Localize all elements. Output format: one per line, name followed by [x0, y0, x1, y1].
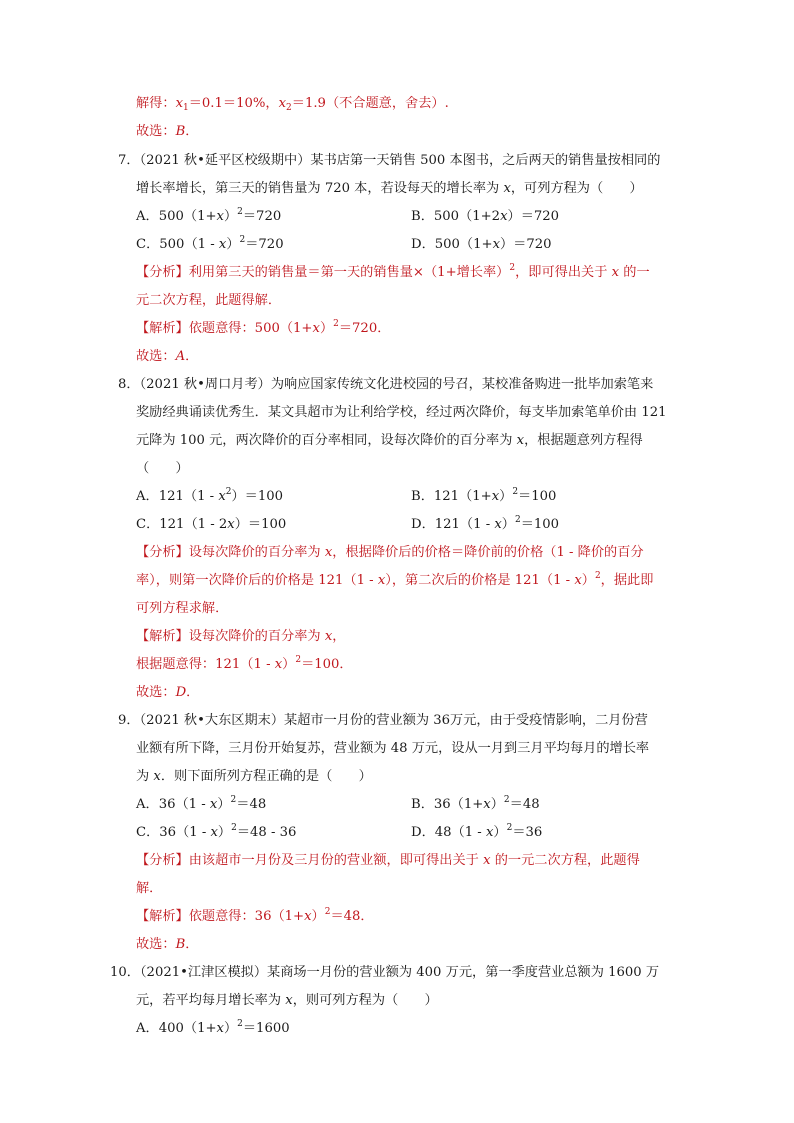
q8-option-d — [411, 516, 559, 534]
analysis-text: ） — [581, 573, 595, 588]
opt-text: ） — [226, 237, 240, 252]
analysis-text: 率），则第一次降价后的价格是 121（1 - — [136, 573, 378, 588]
stem-text: 业额有所下降，三月份开始复苏，营业额为 48 万元，设从一月到三月平均每月的增长率 — [136, 741, 650, 756]
var-x: x — [500, 209, 508, 224]
opt-text: ＝48 — [236, 797, 267, 812]
var-x: x — [492, 237, 500, 252]
q8-analysis-line2 — [136, 572, 653, 590]
opt-text: ） — [223, 209, 238, 224]
opt-text: ＝100 — [518, 489, 557, 504]
q10-stem-line2 — [136, 992, 438, 1010]
opt-text: ＝48 — [509, 797, 540, 812]
q8-option-b — [411, 488, 556, 506]
stem-text: ，则可列方程为（ ） — [292, 993, 438, 1008]
opt-text: A．500（1+ — [136, 209, 217, 224]
solution-text: ＝720． — [338, 321, 391, 336]
opt-text: ） — [217, 797, 231, 812]
superscript: 2 — [239, 235, 246, 245]
opt-text: C．500（1 - — [136, 237, 219, 252]
opt-text: ＝100 — [520, 517, 560, 532]
var-x: x — [274, 657, 283, 672]
choose-label: 故选： — [136, 937, 176, 952]
q9-analysis-line2 — [136, 880, 162, 898]
superscript: 2 — [225, 487, 232, 497]
opt-text: A．121（1 - — [136, 489, 219, 504]
q7-stem-line2 — [136, 180, 643, 198]
analysis-text: 【分析】利用第三天的销售量＝第一天的销售量×（1+增长率） — [136, 265, 510, 280]
q8-option-a — [136, 488, 283, 506]
opt-text: ）＝100 — [234, 517, 287, 532]
solution-text: 根据题意得：121（1 - — [136, 657, 275, 672]
analysis-text: ），第二次后的价格是 121（1 - — [385, 573, 575, 588]
subscript: 2 — [286, 103, 292, 113]
q8-stem-line1 — [118, 376, 653, 394]
analysis-text: 的一 — [619, 265, 650, 280]
var-x: x — [491, 489, 500, 504]
superscript: 2 — [509, 263, 516, 273]
opt-text: ） — [223, 1021, 238, 1036]
analysis-text: 可列方程求解． — [136, 601, 229, 616]
superscript: 2 — [237, 1019, 243, 1029]
var-x: x — [324, 545, 333, 560]
superscript: 2 — [237, 207, 243, 217]
opt-text: C．36（1 - — [136, 825, 211, 840]
solution-text: ＝100． — [301, 657, 353, 672]
analysis-text: 【分析】由该超市一月份及三月份的营业额，即可得出关于 — [136, 853, 484, 868]
opt-text: ）＝720 — [507, 209, 560, 224]
q7-option-c — [136, 236, 284, 254]
q9-option-b — [411, 796, 540, 814]
opt-text: B．36（1+ — [411, 797, 484, 812]
q9-analysis-line1 — [136, 852, 640, 870]
q10-stem-line1 — [110, 964, 659, 982]
analysis-text: ，据此即 — [600, 573, 654, 588]
note-text: （不合题意，舍去）. — [325, 96, 449, 111]
q7-solution — [136, 320, 390, 338]
solution-text: ， — [332, 629, 346, 644]
var-x: x — [611, 265, 620, 280]
var-x: x — [574, 573, 582, 588]
answer-letter: A — [175, 349, 186, 364]
var-x: x — [483, 853, 491, 868]
superscript: 2 — [324, 907, 331, 917]
solution-text: ） — [319, 321, 334, 336]
superscript: 2 — [231, 823, 237, 833]
opt-text: C．121（1 - 2 — [136, 517, 228, 532]
opt-text: ）＝100 — [231, 489, 284, 504]
var-x: x — [209, 797, 218, 812]
q8-stem-line4 — [136, 460, 189, 478]
q10-option-a — [136, 1020, 290, 1038]
solution-text: 【解析】依题意得：36（1+ — [136, 909, 305, 924]
superscript: 2 — [594, 571, 601, 581]
answer-letter: D — [175, 685, 187, 700]
question-number: 9． — [118, 713, 140, 728]
q9-option-a — [136, 796, 266, 814]
q8-stem-line3 — [136, 432, 643, 450]
q7-option-a — [136, 208, 281, 226]
opt-text: D．500（1+ — [411, 237, 493, 252]
stem-text: 元，若平均每月增长率为 — [136, 993, 286, 1008]
opt-text: A．36（1 - — [136, 797, 210, 812]
solution-text: 【解析】设每次降价的百分率为 — [136, 629, 325, 644]
opt-text: ） — [490, 797, 504, 812]
top-solution-line — [136, 95, 449, 113]
answer-letter: B — [175, 124, 186, 139]
q8-solution-line2 — [136, 656, 353, 674]
question-number: 7． — [118, 153, 140, 168]
subscript: 1 — [183, 103, 189, 113]
stem-text: 增长率增长，第三天的销售量为 720 本，若设每天的增长率为 — [136, 181, 504, 196]
q7-option-b — [411, 208, 559, 226]
analysis-text: 【分析】设每次降价的百分率为 — [136, 545, 325, 560]
q8-analysis-line3 — [136, 600, 228, 618]
opt-text: A．400（1+ — [136, 1021, 217, 1036]
q8-option-c — [136, 516, 286, 534]
opt-text: ） — [499, 489, 513, 504]
stem-text: （2021 秋•延平区校级期中）某书店第一天销售 500 本图书，之后两天的销售量按相同的 — [139, 153, 661, 168]
stem-text: 奖励经典诵读优秀生．某文具超市为让利给学校，经过两次降价，每支毕加索笔单价由 121 — [136, 405, 667, 420]
var-x: x — [516, 433, 525, 448]
stem-text: 为 — [136, 769, 154, 784]
question-number: 10． — [110, 965, 140, 980]
var-x1: x — [175, 96, 183, 111]
answer-blank: （ ） — [136, 461, 189, 476]
var-x: x — [312, 321, 320, 336]
stem-text: （2021 秋•大东区期末）某超市一月份的营业额为 36万元，由于受疫情影响，二月份营 — [139, 713, 648, 728]
solution-text: ＝48． — [330, 909, 374, 924]
punct: ． — [185, 124, 199, 139]
opt-text: B．500（1+2 — [411, 209, 501, 224]
opt-text: ＝36 — [512, 825, 543, 840]
solution-text: 【解析】依题意得：500（1+ — [136, 321, 313, 336]
solution-text: ） — [282, 657, 296, 672]
stem-text: ，可列方程为（ ） — [510, 181, 643, 196]
superscript: 2 — [503, 795, 510, 805]
punct: ． — [185, 937, 199, 952]
var-x: x — [377, 573, 386, 588]
opt-text: D．121（1 - — [411, 517, 495, 532]
superscript: 2 — [333, 319, 339, 329]
stem-text: ，根据题意列方程得 — [524, 433, 643, 448]
analysis-text: 解． — [136, 881, 163, 896]
opt-text: ） — [493, 825, 507, 840]
q8-solution-line1 — [136, 628, 345, 646]
var-x: x — [210, 825, 218, 840]
top-choose-line — [136, 123, 198, 141]
opt-text: ＝48 - 36 — [236, 825, 297, 840]
q8-analysis-line1 — [136, 544, 644, 562]
q9-stem-line3 — [136, 768, 372, 786]
stem-text: ．则下面所列方程正确的是（ ） — [160, 769, 372, 784]
q9-stem-line2 — [136, 740, 649, 758]
solution-text: ） — [311, 909, 325, 924]
opt-text: D．48（1 - — [411, 825, 486, 840]
q9-solution — [136, 908, 374, 926]
var-x: x — [218, 237, 227, 252]
var-x: x — [285, 993, 293, 1008]
superscript: 2 — [295, 655, 302, 665]
opt-text: ＝720 — [242, 209, 282, 224]
var-x: x — [494, 517, 502, 532]
var-x: x — [216, 209, 224, 224]
q9-option-c — [136, 824, 296, 842]
var-x: x — [324, 629, 333, 644]
opt-text: ＝720 — [245, 237, 284, 252]
analysis-text: ，根据降价后的价格＝降价前的价格（1 - 降价的百分 — [332, 545, 644, 560]
opt-text: ）＝720 — [500, 237, 552, 252]
superscript: 2 — [512, 487, 519, 497]
superscript: 2 — [506, 823, 513, 833]
var-x: x — [483, 797, 491, 812]
var-x: x — [227, 517, 235, 532]
q9-choose — [136, 936, 198, 954]
var-x: x — [153, 769, 161, 784]
superscript: 2 — [514, 515, 521, 525]
opt-text: ） — [217, 825, 232, 840]
solution-label: 解得： — [136, 96, 176, 111]
analysis-text: 元二次方程，此题得解． — [136, 293, 282, 308]
var-x: x — [485, 825, 494, 840]
q9-stem-line1 — [118, 712, 648, 730]
superscript: 2 — [230, 795, 237, 805]
choose-label: 故选： — [136, 685, 176, 700]
q7-analysis-line2 — [136, 292, 281, 310]
question-number: 8． — [118, 377, 140, 392]
analysis-text: ，即可得出关于 — [515, 265, 612, 280]
q7-option-d — [411, 236, 552, 254]
punct: ． — [185, 349, 199, 364]
punct: ． — [186, 685, 200, 700]
analysis-text: 的一元二次方程，此题得 — [490, 853, 640, 868]
answer-letter: B — [175, 937, 186, 952]
var-x: x — [216, 1021, 224, 1036]
var-x2: x — [278, 96, 287, 111]
opt-text: ＝1600 — [242, 1021, 290, 1036]
q7-choose — [136, 348, 198, 366]
stem-text: （2021 秋•周口月考）为响应国家传统文化进校园的号召，某校准备购进一批毕加索笔来 — [139, 377, 654, 392]
eq-text: ＝0.1＝10%， — [188, 96, 279, 111]
stem-text: 元降为 100 元，两次降价的百分率相同，设每次降价的百分率为 — [136, 433, 517, 448]
q8-stem-line2 — [136, 404, 666, 422]
var-x: x — [503, 181, 511, 196]
var-x: x — [304, 909, 312, 924]
eq-text: ＝1.9 — [291, 96, 326, 111]
q7-stem-line1 — [118, 152, 660, 170]
opt-text: ） — [501, 517, 515, 532]
stem-text: （2021•江津区模拟）某商场一月份的营业额为 400 万元，第一季度营业总额为 1600 万 — [139, 965, 660, 980]
q7-analysis-line1 — [136, 264, 650, 282]
choose-label: 故选： — [136, 349, 176, 364]
var-x: x — [218, 489, 226, 504]
q9-option-d — [411, 824, 542, 842]
opt-text: B．121（1+ — [411, 489, 492, 504]
q8-choose — [136, 684, 199, 702]
choose-label: 故选： — [136, 124, 176, 139]
